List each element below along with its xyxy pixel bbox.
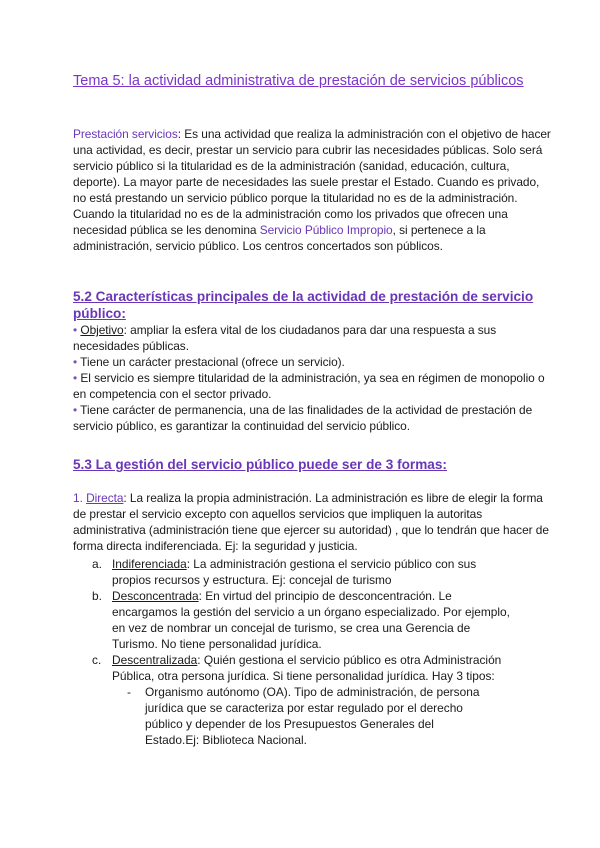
bullet-icon: •	[73, 323, 78, 337]
subitem-indiferenciada	[112, 556, 512, 588]
list-item	[73, 370, 553, 402]
list-item-text: Tiene un carácter prestacional (ofrece un servicio).	[80, 355, 345, 369]
section-5-2-list	[73, 322, 553, 434]
subitem-label: Descentralizada	[112, 653, 198, 667]
directa-number: 1.	[73, 491, 83, 505]
intro-text-2: , si pertenece a la administración, servicio público. Los centros concertados son públicos.	[73, 223, 486, 253]
subitem-text: : En virtud del principio de desconcentración. Le encargamos la gestión del servicio a un órgano especializado. Por ejemplo, en vez de nombrar un concejal de turismo, se crea una Gerencia de Turismo. No tiene personalidad jurídica.	[112, 589, 510, 651]
list-item	[73, 354, 553, 370]
subitem-text: : Quién gestiona el servicio público es otra Administración Pública, otra persona jurídica. Si tiene personalidad jurídica. Hay 3 tipos:	[112, 653, 502, 683]
subitem-label: Desconcentrada	[112, 589, 199, 603]
subitem-desconcentrada	[112, 588, 512, 652]
directa-text: : La realiza la propia administración. La administración es libre de elegir la forma de prestar el servicio excepto con aquellos servicios que impliquen la autoritas administrativa (administración tiene que ejercer su autoridad) , que lo tendrán que hacer de forma directa indiferenciada. Ej: la seguridad y justicia.	[73, 491, 549, 553]
subitem-marker-c: c.	[92, 653, 102, 667]
dash-marker: -	[127, 685, 131, 699]
intro-paragraph	[73, 126, 553, 254]
directa-label: Directa	[86, 491, 124, 505]
section-5-2-heading: 5.2 Características principales de la actividad de prestación de servicio público:	[73, 289, 534, 321]
list-item-text: Tiene carácter de permanencia, una de las finalidades de la actividad de prestación de servicio público, es garantizar la continuidad del servicio público.	[73, 403, 533, 433]
objective-label: Objetivo	[80, 323, 124, 337]
intro-label: Prestación servicios	[73, 127, 178, 141]
intro-text-1: : Es una actividad que realiza la administración con el objetivo de hacer una actividad, es decir, prestar un servicio para cubrir las necesidades públicas. Solo será servicio público si la titularidad es de la administración (sanidad, educación, cultura, deporte). La mayor parte de necesidades las suele prestar el Estado. Cuando es privado, no está prestando un servicio público porque la titularidad no es de la administración. Cuando la titularidad no es de la administración como los privados que ofrecen una necesidad pública se les denomina	[73, 127, 551, 237]
subitem-text: : La administración gestiona el servicio público con sus propios recursos y estructura. Ej: concejal de turismo	[112, 557, 477, 587]
subitem-marker-b: b.	[92, 589, 102, 603]
intro-highlight: Servicio Público Impropio	[259, 223, 393, 237]
section-5-3-heading: 5.3 La gestión del servicio público puede ser de 3 formas:	[73, 457, 447, 472]
list-item	[73, 402, 553, 434]
dash-item-organismo-autonomo: Organismo autónomo (OA). Tipo de administración, de persona jurídica que se caracteriza por estar regulado por el derecho público y depender de los Presupuestos Generales del Estado.Ej: Biblioteca Nacional.	[145, 685, 480, 747]
bullet-icon: •	[73, 371, 78, 385]
subitem-label: Indiferenciada	[112, 557, 187, 571]
bullet-icon: •	[73, 355, 78, 369]
list-item	[73, 322, 553, 354]
directa-paragraph	[73, 490, 553, 554]
subitem-marker-a: a.	[92, 557, 102, 571]
list-item-text: : ampliar la esfera vital de los ciudadanos para dar una respuesta a sus necesidades públicas.	[73, 323, 497, 353]
bullet-icon: •	[73, 403, 78, 417]
subitem-descentralizada	[112, 652, 512, 684]
list-item-text: El servicio es siempre titularidad de la administración, ya sea en régimen de monopolio o en competencia con el sector privado.	[73, 371, 545, 401]
document-title: Tema 5: la actividad administrativa de prestación de servicios públicos	[73, 73, 524, 89]
